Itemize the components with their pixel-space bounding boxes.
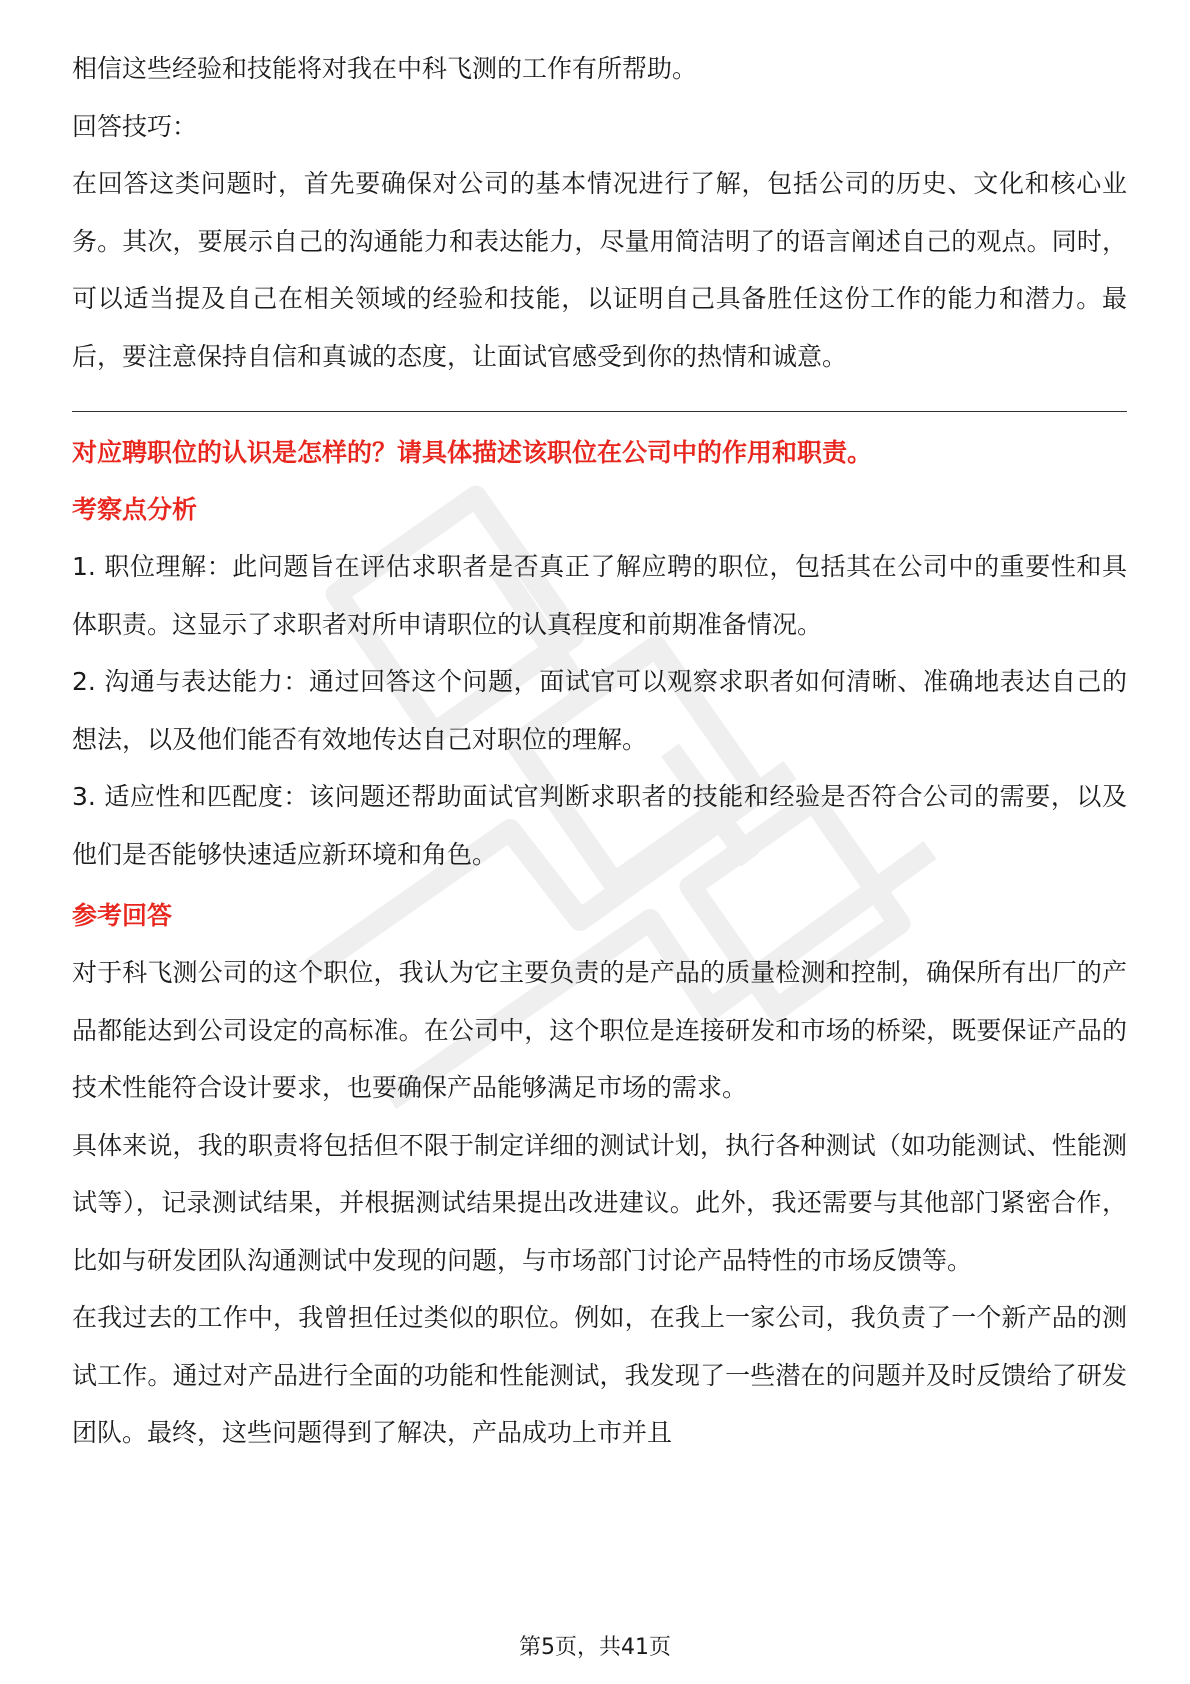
analysis-heading: 考察点分析 <box>72 495 198 524</box>
question-title: 对应聘职位的认识是怎样的？请具体描述该职位在公司中的作用和职责。 <box>72 438 873 467</box>
answer-paragraph: 对于科飞测公司的这个职位，我认为它主要负责的是产品的质量检测和控制，确保所有出厂的产品都能达到公司设定的高标准。在公司中，这个职位是连接研发和市场的桥梁，既要保证产品的技术性能符合设计要求，也要确保产品能够满足市场的需求。 <box>72 958 1127 1102</box>
analysis-item: 2. 沟通与表达能力：通过回答这个问题，面试官可以观察求职者如何清晰、准确地表达自己的想法，以及他们能否有效地传达自己对职位的理解。 <box>72 667 1127 754</box>
section-divider <box>72 411 1127 412</box>
tips-label: 回答技巧： <box>72 111 198 141</box>
intro-closing-line: 相信这些经验和技能将对我在中科飞测的工作有所帮助。 <box>72 54 698 83</box>
analysis-item: 1. 职位理解：此问题旨在评估求职者是否真正了解应聘的职位，包括其在公司中的重要性和具体职责。这显示了求职者对所申请职位的认真程度和前期准备情况。 <box>72 552 1127 639</box>
answer-paragraph: 在我过去的工作中，我曾担任过类似的职位。例如，在我上一家公司，我负责了一个新产品的测试工作。通过对产品进行全面的功能和性能测试，我发现了一些潜在的问题并及时反馈给了研发团队。最终，这些问题得到了解决，产品成功上市并且 <box>72 1303 1127 1447</box>
tips-paragraph: 在回答这类问题时，首先要确保对公司的基本情况进行了解，包括公司的历史、文化和核心业务。其次，要展示自己的沟通能力和表达能力，尽量用简洁明了的语言阐述自己的观点。同时，可以适当提及自己在相关领域的经验和技能，以证明自己具备胜任这份工作的能力和潜力。最后，要注意保持自信和真诚的态度，让面试官感受到你的热情和诚意。 <box>72 169 1127 371</box>
page-content <box>72 40 1127 1462</box>
analysis-item: 3. 适应性和匹配度：该问题还帮助面试官判断求职者的技能和经验是否符合公司的需要，以及他们是否能够快速适应新环境和角色。 <box>72 782 1127 869</box>
answer-paragraph: 具体来说，我的职责将包括但不限于制定详细的测试计划，执行各种测试（如功能测试、性能测试等），记录测试结果，并根据测试结果提出改进建议。此外，我还需要与其他部门紧密合作，比如与研发团队沟通测试中发现的问题，与市场部门讨论产品特性的市场反馈等。 <box>72 1130 1127 1275</box>
answer-heading: 参考回答 <box>72 901 173 930</box>
page-number-footer: 第5页，共41页 <box>519 1635 671 1660</box>
